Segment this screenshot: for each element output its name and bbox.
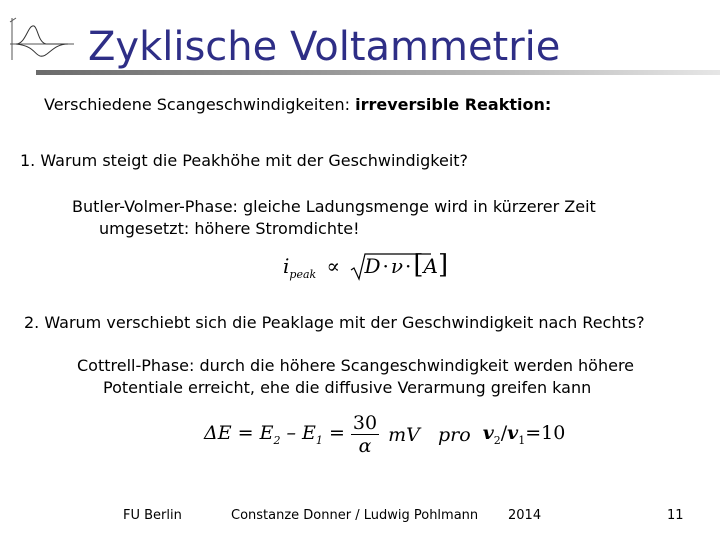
answer-2-line-2: Potentiale erreicht, ehe die diffusive Verarmung greifen kann [103, 378, 592, 397]
formula-slash: / [500, 422, 508, 445]
answer-1-line-1: Butler-Volmer-Phase: gleiche Ladungsmenge wird in kürzerer Zeit [72, 197, 596, 216]
footer-authors: Constanze Donner / Ludwig Pohlmann [231, 508, 479, 523]
formula-A: A [423, 254, 438, 278]
bracket-close: ] [438, 250, 449, 280]
formula-v-sub-2: 2 [493, 433, 501, 447]
answer-1-line-2: umgesetzt: höhere Stromdichte! [99, 219, 360, 238]
fraction-numerator: 30 [352, 412, 378, 434]
question-2: 2. Warum verschiebt sich die Peaklage mit der Geschwindigkeit nach Rechts? [24, 313, 645, 332]
formula-delta-e: ΔE = E [204, 422, 274, 445]
subtitle [44, 95, 551, 114]
formula-minus-e: – E [280, 422, 316, 445]
formula-sub-2: 2 [273, 433, 281, 447]
footer-page-number: 11 [667, 508, 684, 523]
formula-proportional: ∝ [326, 254, 341, 278]
peak-current-formula [283, 250, 448, 282]
sqrt-sign-icon [350, 252, 432, 282]
subtitle-text: Verschiedene Scangeschwindigkeiten: [44, 95, 356, 114]
slide-title: Zyklische Voltammetrie [88, 24, 561, 70]
formula-dot-2: · [405, 254, 412, 278]
bracket-open: [ [413, 250, 424, 280]
formula-sub-1: 1 [315, 433, 323, 447]
peak-shift-formula [204, 412, 565, 457]
question-1: 1. Warum steigt die Peakhöhe mit der Geschwindigkeit? [20, 151, 469, 170]
formula-pro: pro [437, 423, 471, 446]
subtitle-emphasis: irreversible Reaktion: [355, 95, 552, 114]
formula-i: i [283, 254, 290, 278]
formula-unit: mV [388, 423, 420, 446]
formula-ratio-value: =10 [525, 422, 566, 445]
formula-v-sub-1: 1 [518, 433, 526, 447]
formula-v2: v [482, 422, 494, 445]
cyclic-voltammogram-logo-icon [8, 14, 78, 66]
fraction-denominator: α [358, 435, 372, 457]
sqrt-symbol [350, 254, 403, 278]
formula-ratio [482, 422, 566, 447]
answer-2-line-1: Cottrell-Phase: durch die höhere Scangeschwindigkeit werden höhere [77, 356, 635, 375]
formula-D: D [364, 254, 381, 278]
formula-dot-1: · [382, 254, 389, 278]
footer-org: FU Berlin [123, 508, 182, 523]
formula-v1: v [507, 422, 519, 445]
formula-fraction [351, 412, 379, 457]
title-divider [36, 70, 720, 75]
formula-equals: = [322, 422, 351, 445]
formula-lhs [204, 422, 351, 447]
footer-year: 2014 [508, 508, 542, 523]
formula-sub-peak: peak [289, 268, 317, 281]
formula-nu: ν [390, 254, 404, 278]
